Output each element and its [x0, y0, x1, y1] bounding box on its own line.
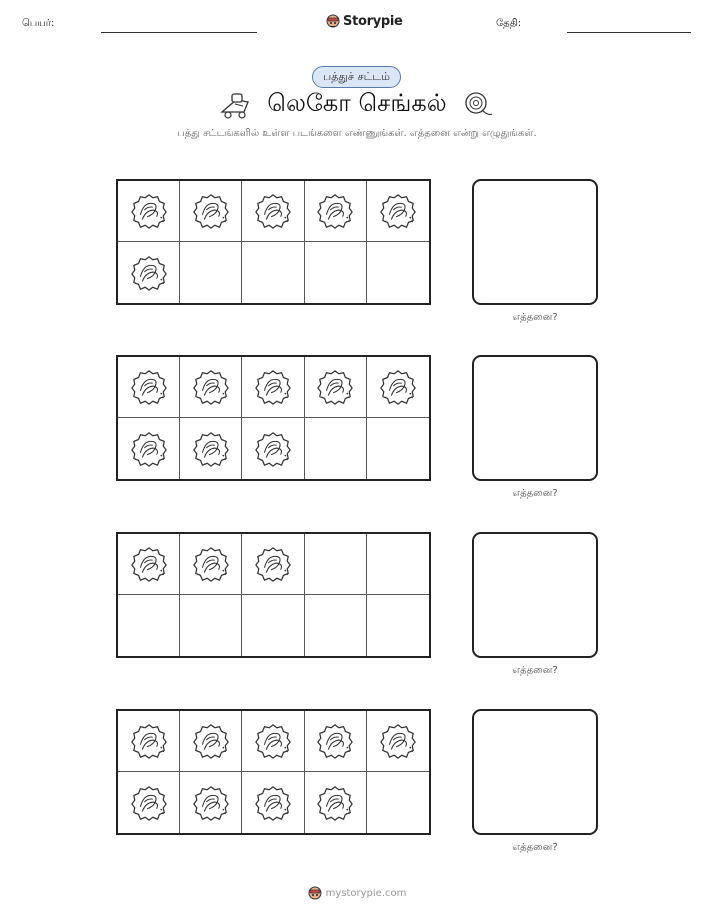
frame-cell	[305, 357, 367, 418]
frame-cell	[305, 181, 367, 242]
frame-cell	[367, 772, 429, 833]
frame-cell	[305, 772, 367, 833]
lego-brick-icon	[316, 722, 354, 760]
frame-cell	[180, 711, 242, 772]
lego-brick-icon	[192, 368, 230, 406]
storypie-logo	[326, 13, 403, 29]
lego-brick-icon	[130, 545, 168, 583]
yarn-ball-icon	[462, 90, 494, 120]
frame-cell	[118, 181, 180, 242]
lego-brick-icon	[316, 192, 354, 230]
frame-cell	[367, 595, 429, 656]
lego-brick-icon	[254, 545, 292, 583]
ten-frame-4	[116, 709, 431, 835]
frame-cell	[242, 418, 304, 479]
frame-cell	[180, 242, 242, 303]
lego-brick-icon	[130, 784, 168, 822]
frame-cell	[305, 418, 367, 479]
lego-brick-icon	[130, 254, 168, 292]
frame-cell	[242, 772, 304, 833]
footer	[0, 885, 714, 901]
instructions: பத்து சட்டங்களில் உள்ள படங்களை எண்ணுங்கள். எத்தனை என்று எழுதுங்கள்.	[177, 128, 537, 139]
frame-cell	[305, 242, 367, 303]
answer-label: எத்தனை?	[512, 842, 558, 853]
frame-cell	[118, 711, 180, 772]
frame-cell	[367, 418, 429, 479]
lego-brick-icon	[316, 784, 354, 822]
answer-box-4[interactable]	[472, 709, 598, 835]
frame-cell	[180, 357, 242, 418]
frame-cell	[118, 595, 180, 656]
date-line[interactable]	[567, 32, 691, 33]
answer-box-1[interactable]	[472, 179, 598, 305]
frame-cell	[367, 711, 429, 772]
lego-brick-icon	[192, 545, 230, 583]
frame-cell	[242, 595, 304, 656]
lego-brick-icon	[192, 722, 230, 760]
name-label: பெயர்:	[22, 18, 55, 29]
frame-cell	[305, 534, 367, 595]
frame-cell	[180, 418, 242, 479]
date-label: தேதி:	[496, 18, 522, 29]
lego-brick-icon	[192, 192, 230, 230]
frame-cell	[242, 711, 304, 772]
frame-cell	[118, 418, 180, 479]
lego-brick-icon	[379, 722, 417, 760]
lego-brick-icon	[379, 368, 417, 406]
ten-frame-1	[116, 179, 431, 305]
lego-brick-icon	[130, 192, 168, 230]
answer-label: எத்தனை?	[512, 312, 558, 323]
frame-cell	[118, 772, 180, 833]
lego-brick-icon	[254, 784, 292, 822]
frame-cell	[367, 357, 429, 418]
lego-brick-icon	[316, 368, 354, 406]
frame-cell	[305, 595, 367, 656]
brand-name: Storypie	[343, 13, 403, 29]
mascot-icon	[326, 13, 340, 29]
answer-label: எத்தனை?	[512, 665, 558, 676]
frame-cell	[242, 242, 304, 303]
frame-cell	[180, 595, 242, 656]
lego-brick-icon	[130, 722, 168, 760]
frame-cell	[118, 242, 180, 303]
lego-brick-icon	[254, 430, 292, 468]
lego-brick-icon	[254, 368, 292, 406]
frame-cell	[242, 534, 304, 595]
frame-cell	[242, 181, 304, 242]
ten-frame-2	[116, 355, 431, 481]
answer-box-2[interactable]	[472, 355, 598, 481]
footer-url[interactable]: mystorypie.com	[325, 887, 407, 899]
frame-cell	[367, 534, 429, 595]
frame-cell	[180, 772, 242, 833]
answer-label: எத்தனை?	[512, 488, 558, 499]
lego-brick-icon	[130, 430, 168, 468]
frame-cell	[118, 357, 180, 418]
frame-cell	[367, 242, 429, 303]
frame-cell	[305, 711, 367, 772]
lego-brick-icon	[192, 784, 230, 822]
lego-brick-icon	[192, 430, 230, 468]
ten-frame-3	[116, 532, 431, 658]
page-title: லெகோ செங்கல்	[267, 89, 447, 117]
frame-cell	[118, 534, 180, 595]
answer-box-3[interactable]	[472, 532, 598, 658]
lego-brick-icon	[379, 192, 417, 230]
lego-brick-icon	[254, 722, 292, 760]
lego-brick-icon	[254, 192, 292, 230]
mascot-icon	[308, 885, 322, 901]
name-line[interactable]	[101, 32, 257, 33]
frame-cell	[180, 181, 242, 242]
frame-cell	[180, 534, 242, 595]
frame-cell	[367, 181, 429, 242]
frame-cell	[242, 357, 304, 418]
lego-brick-icon	[130, 368, 168, 406]
ten-frame-badge: பத்துச் சட்டம்	[312, 66, 401, 88]
